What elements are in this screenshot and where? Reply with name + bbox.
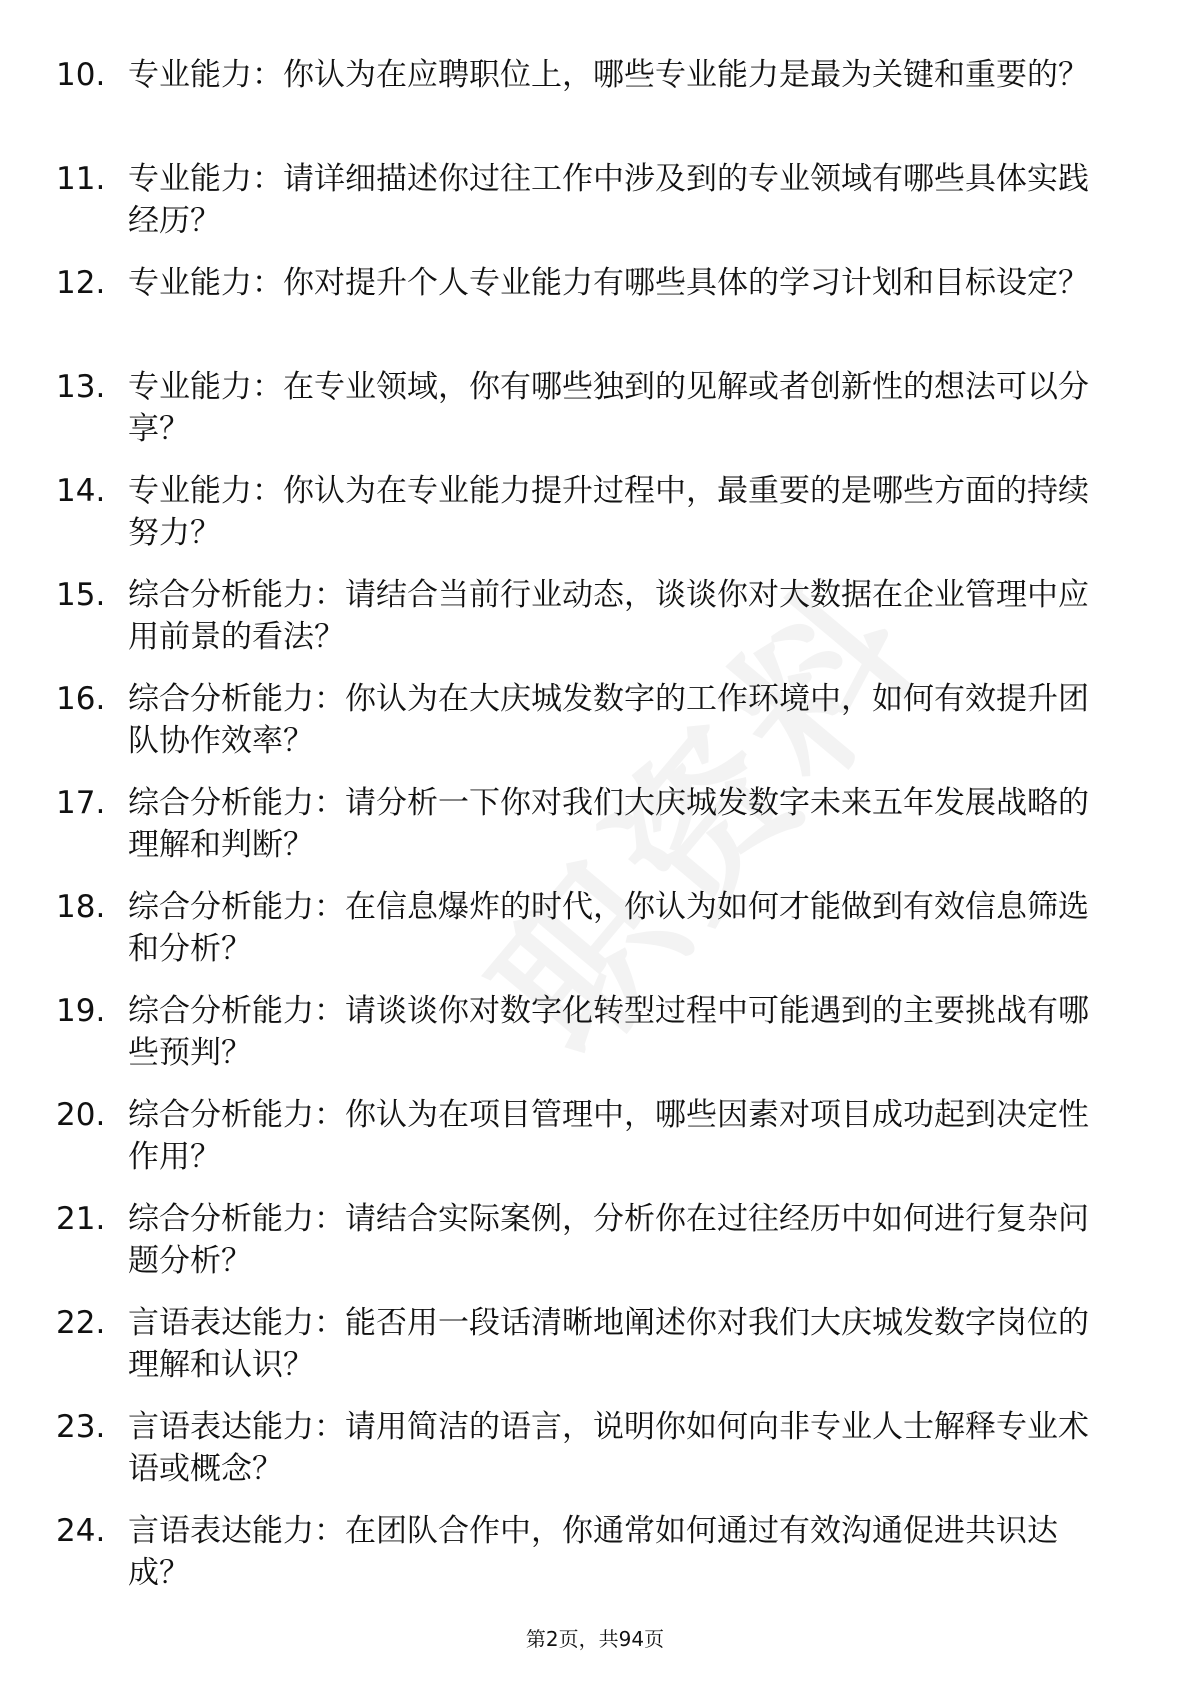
question-list [0, 54, 1190, 1614]
question-number: 15. [56, 577, 106, 613]
question-text: 专业能力：你对提升个人专业能力有哪些具体的学习计划和目标设定？ [128, 265, 1089, 301]
question-text: 综合分析能力：请结合实际案例，分析你在过往经历中如何进行复杂问题分析？ [128, 1201, 1089, 1279]
question-item [0, 1510, 1190, 1614]
question-item [0, 990, 1190, 1094]
question-text: 综合分析能力：请谈谈你对数字化转型过程中可能遇到的主要挑战有哪些预判？ [128, 993, 1089, 1071]
question-number: 22. [56, 1305, 106, 1341]
question-text: 言语表达能力：能否用一段话清晰地阐述你对我们大庆城发数字岗位的理解和认识？ [128, 1305, 1089, 1383]
question-number: 17. [56, 785, 106, 821]
question-number: 16. [56, 681, 106, 717]
question-number: 13. [56, 369, 106, 405]
question-text: 综合分析能力：请结合当前行业动态，谈谈你对大数据在企业管理中应用前景的看法？ [128, 577, 1089, 655]
question-item [0, 366, 1190, 470]
question-item [0, 158, 1190, 262]
question-number: 19. [56, 993, 106, 1029]
question-number: 23. [56, 1409, 106, 1445]
question-number: 12. [56, 265, 106, 301]
question-text: 言语表达能力：在团队合作中，你通常如何通过有效沟通促进共识达成？ [128, 1513, 1058, 1591]
question-text: 综合分析能力：你认为在项目管理中，哪些因素对项目成功起到决定性作用？ [128, 1097, 1089, 1175]
question-item [0, 1406, 1190, 1510]
question-item [0, 782, 1190, 886]
question-number: 18. [56, 889, 106, 925]
question-number: 24. [56, 1513, 106, 1549]
question-text: 综合分析能力：请分析一下你对我们大庆城发数字未来五年发展战略的理解和判断？ [128, 785, 1089, 863]
question-item [0, 470, 1190, 574]
question-text: 综合分析能力：你认为在大庆城发数字的工作环境中，如何有效提升团队协作效率？ [128, 681, 1089, 759]
question-item [0, 1198, 1190, 1302]
question-number: 20. [56, 1097, 106, 1133]
question-number: 14. [56, 473, 106, 509]
question-text: 专业能力：你认为在专业能力提升过程中，最重要的是哪些方面的持续努力？ [128, 473, 1089, 551]
question-item [0, 1302, 1190, 1406]
question-text: 综合分析能力：在信息爆炸的时代，你认为如何才能做到有效信息筛选和分析？ [128, 889, 1089, 967]
question-item [0, 54, 1190, 158]
question-item [0, 886, 1190, 990]
question-number: 11. [56, 161, 106, 197]
question-item [0, 678, 1190, 782]
question-text: 专业能力：请详细描述你过往工作中涉及到的专业领域有哪些具体实践经历？ [128, 161, 1089, 239]
question-number: 21. [56, 1201, 106, 1237]
question-text: 专业能力：在专业领域，你有哪些独到的见解或者创新性的想法可以分享？ [128, 369, 1089, 447]
question-text: 言语表达能力：请用简洁的语言，说明你如何向非专业人士解释专业术语或概念？ [128, 1409, 1089, 1487]
question-item [0, 1094, 1190, 1198]
question-text: 专业能力：你认为在应聘职位上，哪些专业能力是最为关键和重要的？ [128, 57, 1089, 93]
question-item [0, 574, 1190, 678]
question-number: 10. [56, 57, 106, 93]
question-item [0, 262, 1190, 366]
page-footer: 第2页，共94页 [525, 1627, 665, 1651]
